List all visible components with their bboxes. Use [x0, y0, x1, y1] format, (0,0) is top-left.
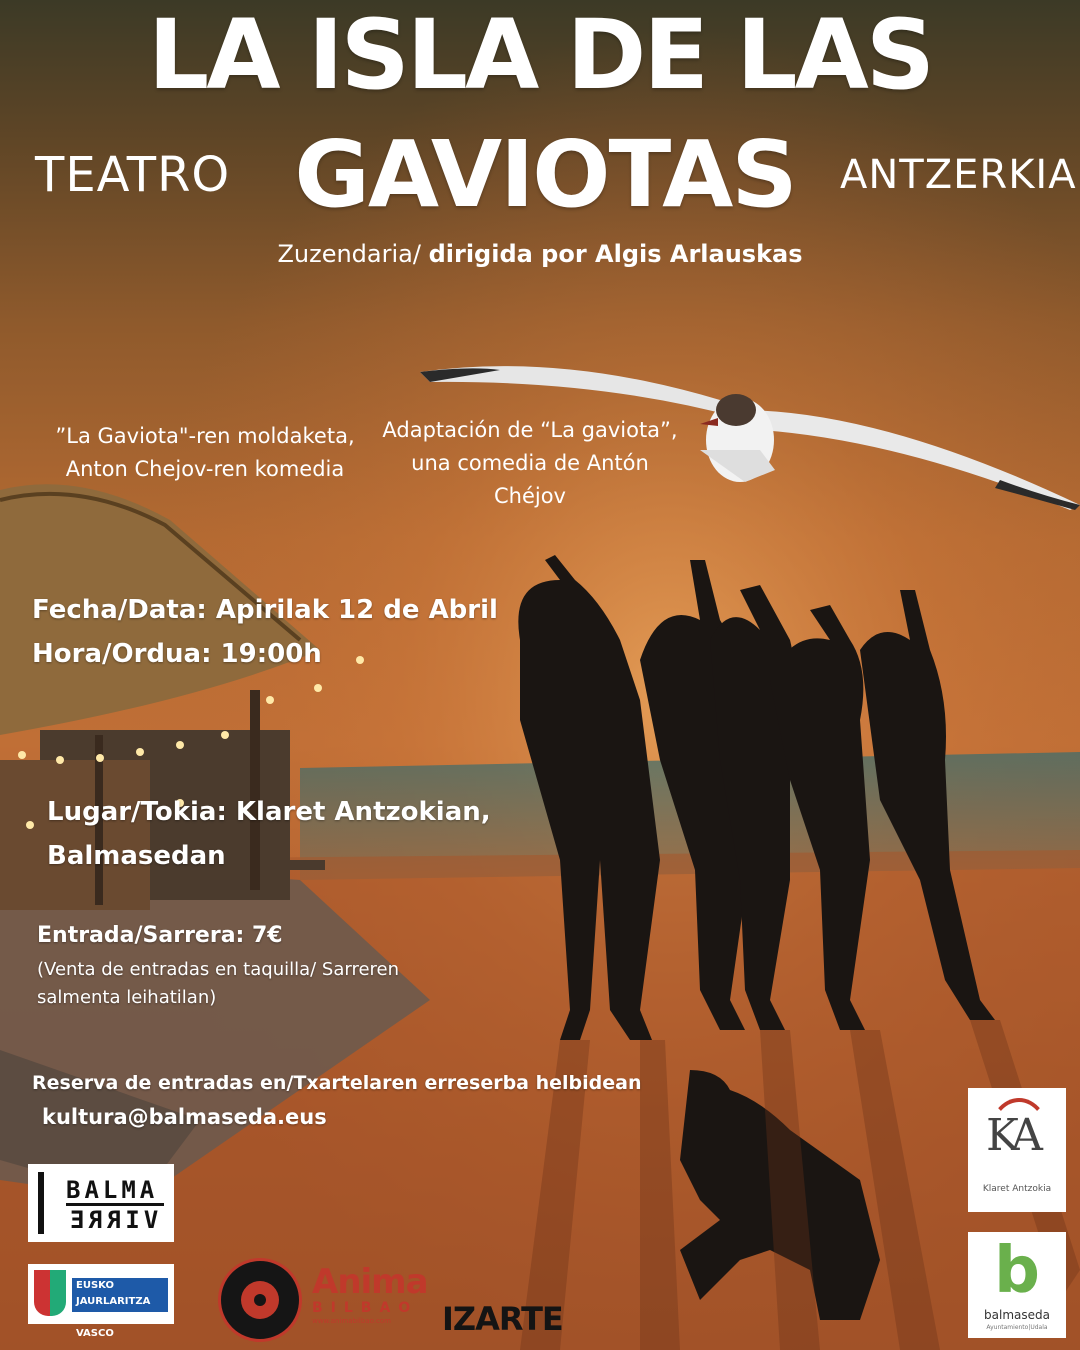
gv-line-2: GOBIERNO VASCO — [76, 1312, 136, 1339]
klaret-mark: KA — [986, 1110, 1037, 1161]
antzerkia-label: ANTZERKIA — [840, 152, 1077, 198]
anima-name: Anima — [312, 1262, 428, 1302]
gobierno-vasco-logo — [28, 1264, 174, 1339]
gv-line-1: EUSKO JAURLARITZA — [76, 1280, 151, 1307]
reservation-text: Reserva de entradas en/Txartelaren erreserba helbidean — [32, 1072, 642, 1094]
director-label: Zuzendaria/ — [277, 240, 429, 268]
venue-line-2: Balmasedan — [47, 841, 226, 871]
venue-line-1: Lugar/Tokia: Klaret Antzokian, — [47, 797, 491, 827]
venue-block — [47, 790, 567, 878]
teatro-label: TEATRO — [35, 147, 231, 203]
anima-url: www.animabilbao.com — [312, 1317, 391, 1325]
balmaseda-sub: Ayuntamiento|Udala — [986, 1324, 1048, 1331]
title-line-1: LA ISLA DE LAS — [148, 0, 932, 111]
title-line-2: GAVIOTAS — [294, 121, 796, 228]
ticket-price: Entrada/Sarrera: 7€ — [37, 923, 283, 948]
balma-logo-top: BALMA — [66, 1176, 159, 1204]
adaptation-spanish: Adaptación de “La gaviota”, una comedia de Antón Chéjov — [382, 418, 678, 508]
klaret-caption: Klaret Antzokia — [982, 1184, 1052, 1194]
balma-logo-bottom: VIRRE — [66, 1206, 159, 1234]
izarte-logo: IZARTE — [442, 1300, 563, 1338]
ticket-sales-note: (Venta de entradas en taquilla/ Sarreren salmenta leihatilan) — [37, 959, 400, 1008]
coat-of-arms-icon — [34, 1270, 66, 1316]
balma-virre-logo — [28, 1164, 174, 1242]
escuela-teatro-logo — [218, 1258, 302, 1342]
director-name: dirigida por Algis Arlauskas — [428, 240, 803, 268]
balmaseda-name: balmaseda — [984, 1308, 1050, 1322]
time-line: Hora/Ordua: 19:00h — [32, 639, 322, 669]
anima-city: BILBAO — [312, 1300, 419, 1316]
date-line: Fecha/Data: Apirilak 12 de Abril — [32, 595, 498, 625]
director-credit — [0, 240, 1080, 268]
anima-bilbao-logo — [312, 1264, 428, 1326]
klaret-antzokia-logo — [968, 1088, 1066, 1212]
adaptation-basque: ”La Gaviota"-ren moldaketa, Anton Chejov-ren komedia — [55, 424, 355, 481]
reservation-email[interactable]: kultura@balmaseda.eus — [42, 1105, 327, 1129]
balmaseda-logo — [968, 1232, 1066, 1338]
balmaseda-mark: b — [994, 1234, 1040, 1308]
